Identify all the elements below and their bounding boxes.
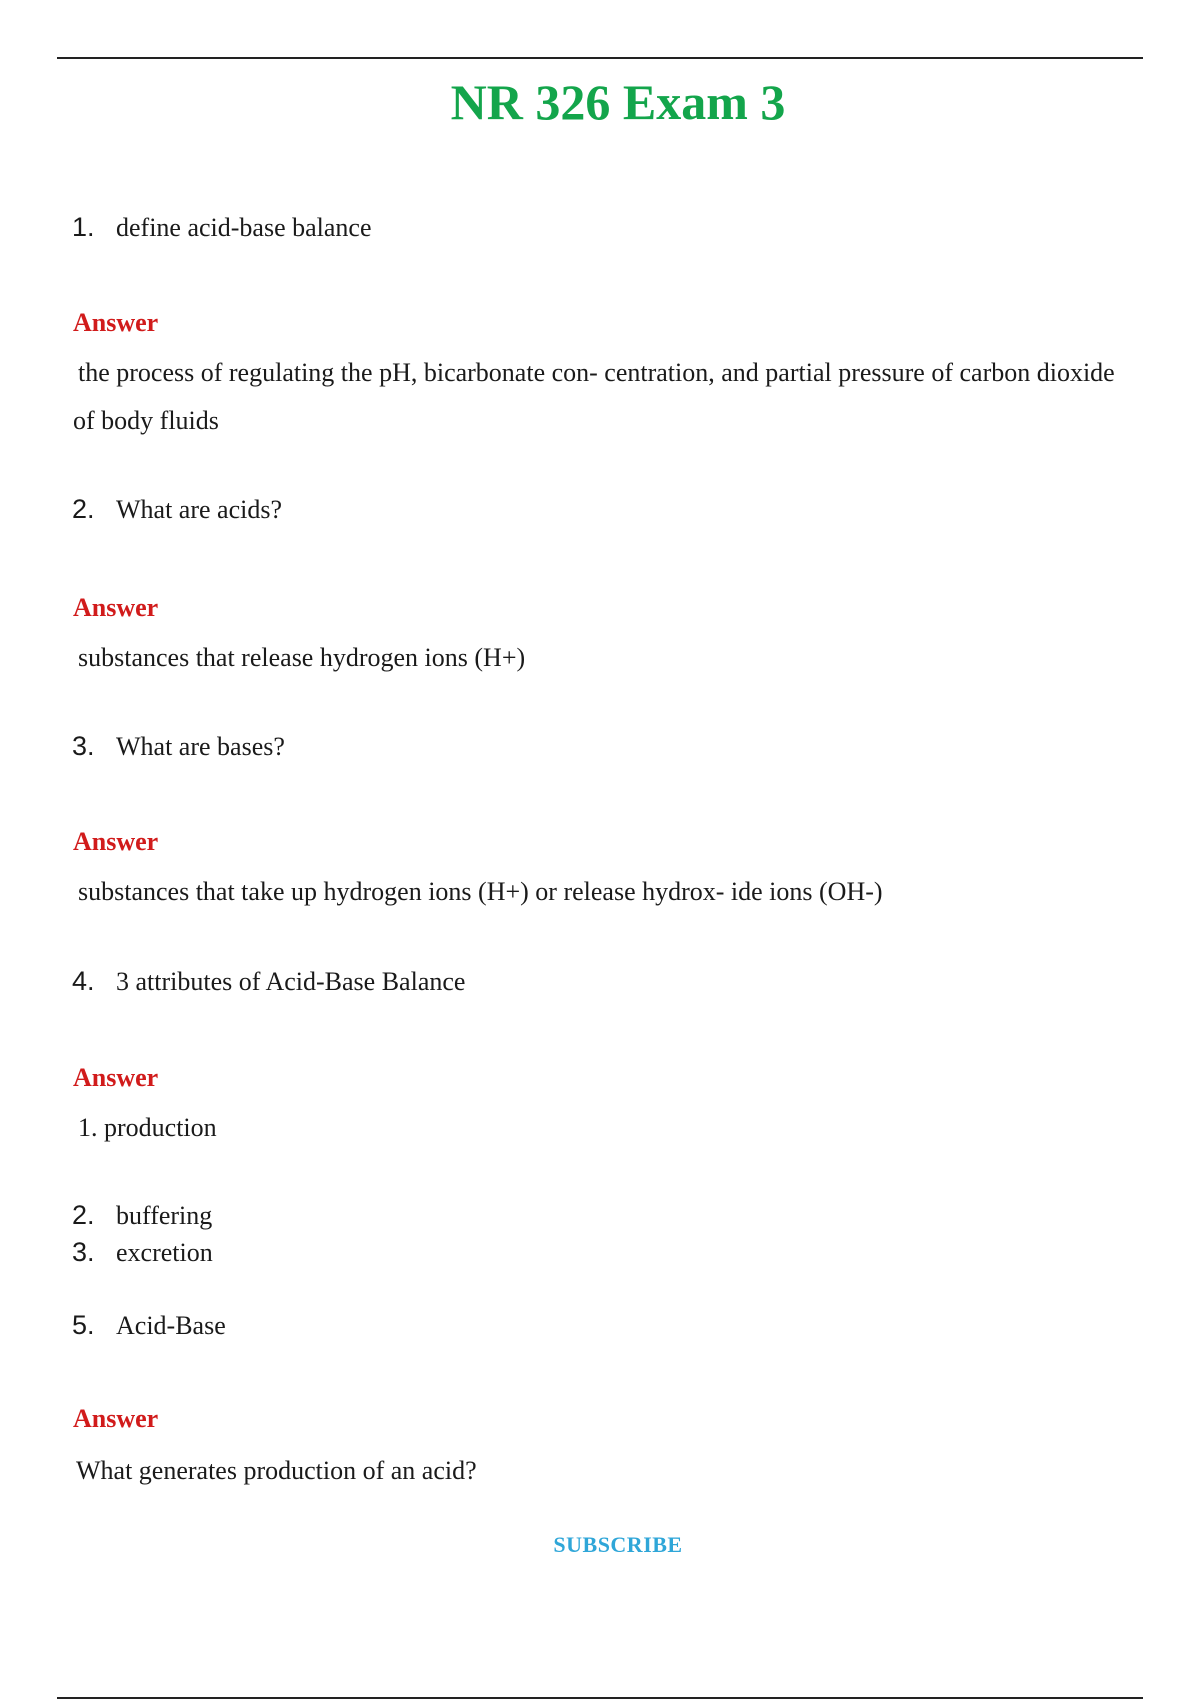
question-text: What are acids?	[116, 495, 283, 524]
bottom-rule	[57, 1697, 1143, 1699]
answer-list-item	[72, 1198, 212, 1233]
list-text: excretion	[116, 1238, 213, 1267]
question-number: 3.	[72, 731, 95, 761]
question-4	[72, 964, 465, 999]
document-title: NR 326 Exam 3	[450, 74, 786, 130]
question-text: Acid-Base	[116, 1311, 226, 1340]
question-text: define acid-base balance	[116, 213, 372, 242]
question-5	[72, 1308, 226, 1343]
list-text: buffering	[116, 1201, 213, 1230]
question-number: 1.	[72, 212, 95, 242]
answer-label-1: Answer	[73, 308, 159, 337]
question-number: 2.	[72, 494, 95, 524]
subscribe-link[interactable]: SUBSCRIBE	[553, 1532, 683, 1557]
answer-text-5: What generates production of an acid?	[76, 1456, 477, 1485]
answer-text-2: substances that release hydrogen ions (H+)	[78, 643, 526, 672]
answer-label-4: Answer	[73, 1063, 159, 1092]
answer-label-5: Answer	[73, 1404, 159, 1433]
list-number: 3.	[72, 1237, 95, 1267]
question-3	[72, 729, 285, 764]
answer-text-1: the process of regulating the pH, bicarbonate con- centration, and partial pressure of carbon dioxide of body fluids	[73, 358, 1115, 435]
question-text: 3 attributes of Acid-Base Balance	[116, 967, 466, 996]
question-number: 4.	[72, 966, 95, 996]
question-1	[72, 210, 372, 245]
answer-label-3: Answer	[73, 827, 159, 856]
question-2	[72, 492, 282, 527]
answer-list-item	[72, 1235, 213, 1270]
question-text: What are bases?	[116, 732, 285, 761]
answer-label-2: Answer	[73, 593, 159, 622]
answer-text-4: 1. production	[78, 1113, 217, 1142]
top-rule	[57, 57, 1143, 59]
question-number: 5.	[72, 1310, 95, 1340]
list-number: 2.	[72, 1200, 95, 1230]
answer-text-3: substances that take up hydrogen ions (H+) or release hydrox- ide ions (OH-)	[78, 877, 883, 906]
